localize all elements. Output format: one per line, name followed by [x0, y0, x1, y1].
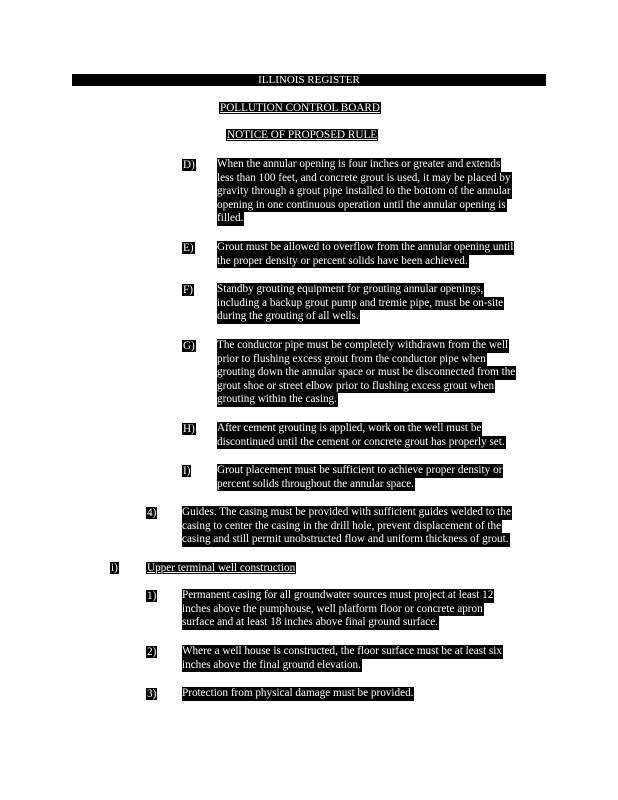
text-line: 3)	[147, 688, 157, 700]
text-line: less than 100 feet, and concrete grout is used, it may be placed by	[217, 171, 511, 184]
item-marker-i-upper	[182, 464, 191, 478]
text-line: casing to center the casing in the drill hole, prevent displacement of the	[182, 519, 502, 532]
item-text-2	[182, 645, 503, 672]
text-line: Where a well house is constructed, the floor surface must be at least six	[182, 645, 502, 657]
text-line: discontinued until the cement or concrete grout has properly set.	[217, 435, 505, 448]
text-line: Standby grouting equipment for grouting annular openings,	[217, 283, 484, 295]
item-text-g	[217, 339, 516, 407]
item-marker-4	[146, 506, 157, 520]
text-line: inches above the final ground elevation.	[182, 658, 361, 671]
item-text-h	[217, 422, 506, 449]
text-line: 1)	[147, 590, 157, 602]
text-line: grouting within the casing.	[217, 393, 337, 406]
notice-title	[226, 128, 378, 142]
text-line: F)	[183, 284, 193, 296]
text-line: during the grouting of all wells.	[217, 310, 359, 323]
text-line: opening in one continuous operation until the annular opening is	[217, 198, 506, 211]
text-line: The conductor pipe must be completely withdrawn from the well	[217, 339, 509, 351]
item-marker-f	[182, 283, 194, 297]
text-line: 4)	[147, 507, 157, 519]
text-line: gravity through a grout pipe installed to the bottom of the annular	[217, 185, 511, 198]
text-line: G)	[183, 340, 195, 352]
text-line: grouting down the annular space or must be disconnected from the	[217, 366, 516, 379]
item-marker-1	[146, 589, 157, 603]
text-line: Grout must be allowed to overflow from the annular opening until	[217, 241, 514, 253]
text-line: I)	[183, 465, 191, 477]
text-line: inches above the pumphouse, well platform floor or concrete apron	[182, 602, 483, 615]
text-line: prior to flushing excess grout from the conductor pipe when	[217, 352, 486, 365]
text-line: Guides. The casing must be provided with sufficient guides welded to the	[182, 506, 511, 518]
text-line: including a backup grout pump and tremie pipe, must be on-site	[217, 296, 504, 309]
section-title-upper-terminal	[146, 561, 296, 575]
text-line: percent solids throughout the annular space.	[217, 477, 414, 490]
text-line: filled.	[217, 212, 244, 225]
item-marker-h	[182, 422, 196, 436]
item-text-4	[182, 506, 512, 547]
text-line: Grout placement must be sufficient to achieve proper density or	[217, 464, 503, 476]
item-text-f	[217, 283, 504, 324]
text-line: E)	[183, 242, 194, 254]
text-line: D)	[183, 159, 195, 171]
text-line: i)	[111, 562, 118, 574]
item-marker-g	[182, 339, 196, 353]
text-line: When the annular opening is four inches or greater and extends	[217, 158, 501, 170]
register-title: ILLINOIS REGISTER	[258, 74, 360, 86]
register-header-bar	[72, 74, 546, 86]
item-text-d	[217, 158, 512, 226]
text-line: After cement grouting is applied, work on the well must be	[217, 422, 482, 434]
item-marker-e	[182, 241, 195, 255]
board-title	[219, 101, 381, 115]
text-line: grout shoe or street elbow prior to flushing excess grout when	[217, 379, 495, 392]
item-text-3	[182, 687, 414, 701]
text-line: surface and at least 18 inches above final ground surface.	[182, 616, 438, 629]
text-line: Protection from physical damage must be provided.	[182, 687, 414, 699]
text-line: casing and still permit unobstructed flow and uniform thickness of grout.	[182, 533, 509, 546]
text-line: Upper terminal well construction	[147, 562, 296, 574]
item-marker-2	[146, 645, 157, 659]
item-marker-d	[182, 158, 196, 172]
item-text-i-upper	[217, 464, 503, 491]
item-text-1	[182, 589, 494, 630]
text-line: H)	[183, 423, 195, 435]
text-line: the proper density or percent solids have been achieved.	[217, 254, 468, 267]
item-marker-3	[146, 687, 157, 701]
text-line: NOTICE OF PROPOSED RULE	[227, 129, 378, 141]
item-text-e	[217, 241, 514, 268]
text-line: Permanent casing for all groundwater sources must project at least 12	[182, 589, 494, 601]
item-marker-i-lower	[110, 561, 119, 575]
text-line: POLLUTION CONTROL BOARD	[220, 102, 380, 114]
text-line: 2)	[147, 646, 157, 658]
